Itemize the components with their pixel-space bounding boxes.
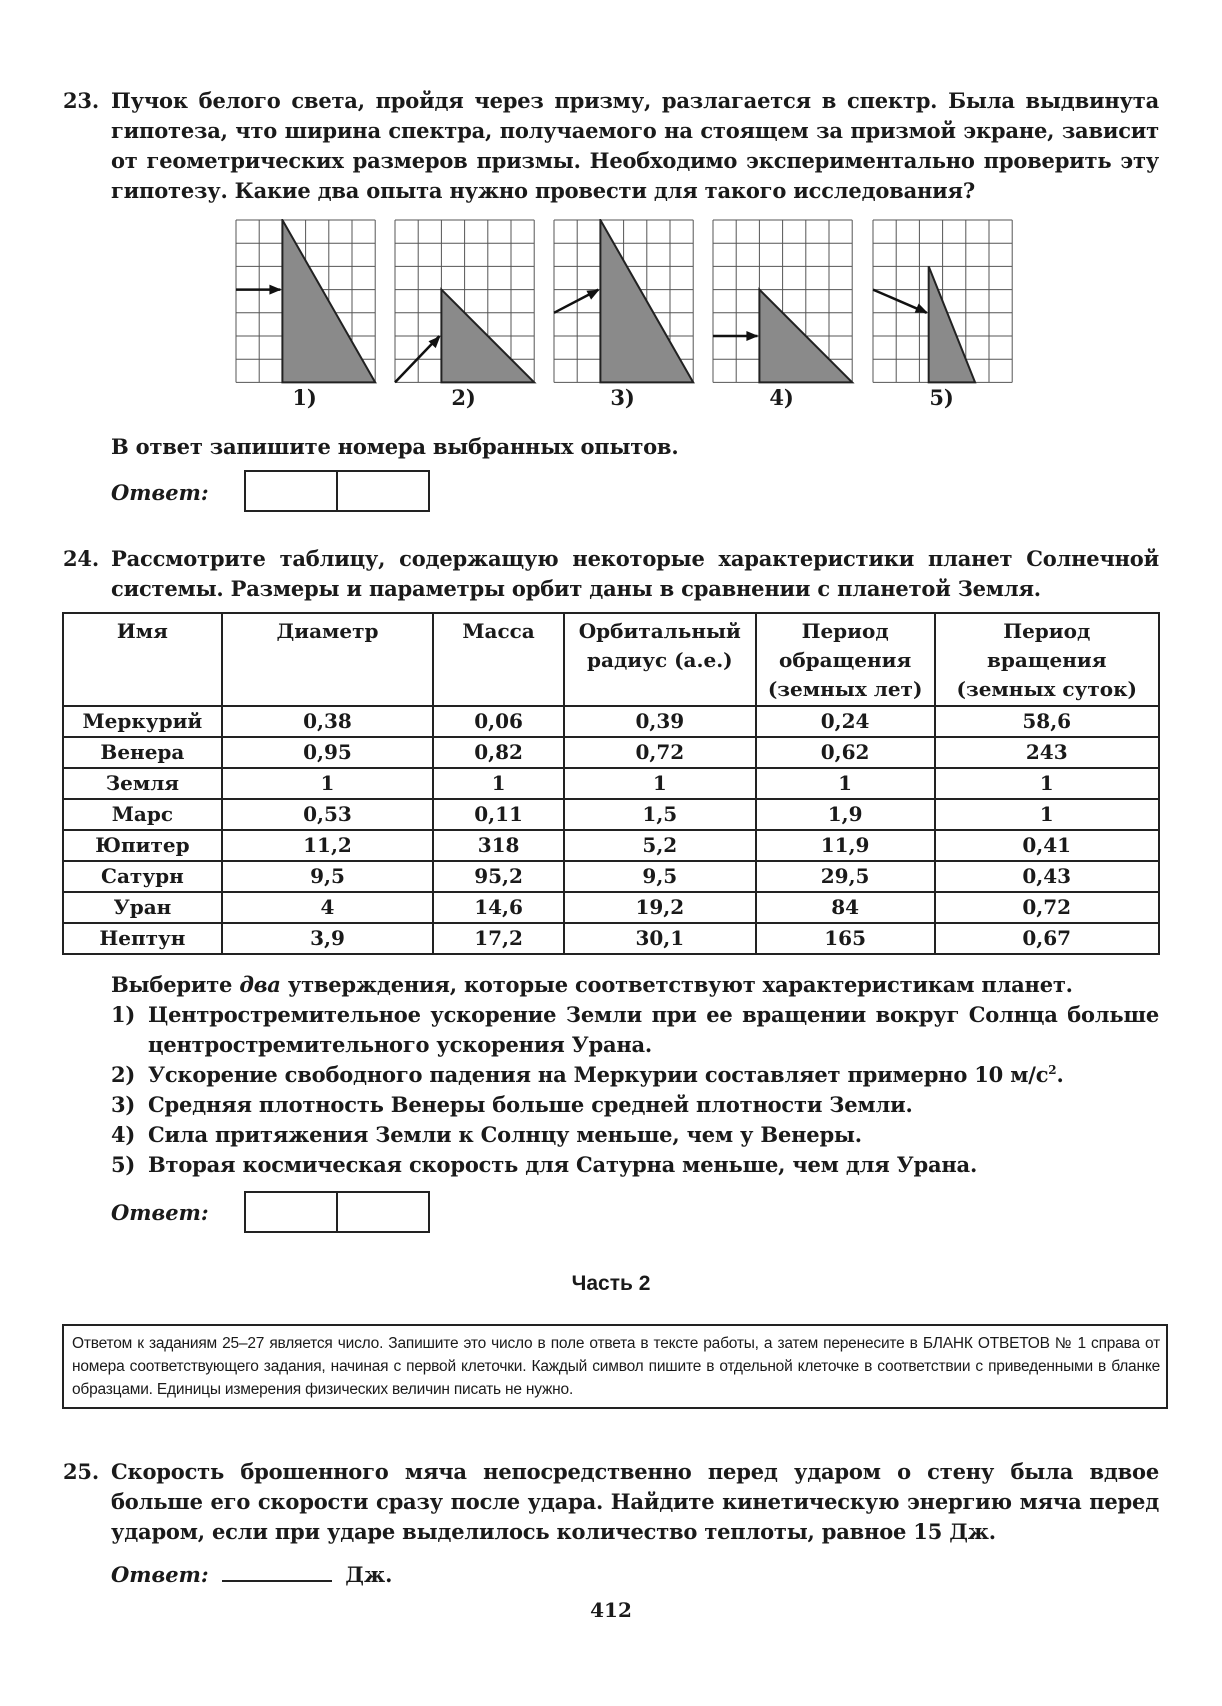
table-cell: 0,11	[433, 799, 564, 830]
answer-cell[interactable]	[338, 472, 428, 510]
table-cell: 0,43	[935, 861, 1160, 892]
planet-name-cell: Земля	[63, 768, 222, 799]
figure-label: 1)	[292, 385, 317, 410]
table-row	[63, 923, 1159, 954]
answer-cell[interactable]	[338, 1193, 428, 1231]
table-cell: 11,2	[222, 830, 433, 861]
table-cell: 1	[564, 768, 756, 799]
table-cell: 165	[756, 923, 935, 954]
table-header-cell	[433, 613, 564, 706]
prompt-after: утверждения, которые соответствуют характеристикам планет.	[280, 972, 1073, 997]
option-text	[148, 1150, 1159, 1180]
header-line: Орбитальный	[578, 619, 741, 643]
q23-answer-label: Ответ:	[111, 480, 209, 505]
table-row	[63, 892, 1159, 923]
q23-instruction: В ответ запишите номера выбранных опытов.	[111, 434, 679, 459]
prism-grid-figure	[235, 219, 378, 385]
table-cell: 1	[935, 768, 1160, 799]
option-number: 3)	[111, 1092, 136, 1117]
part-2-instructions: Ответом к заданиям 25–27 является число. Запишите это число в поле ответа в тексте работы, а затем перенесите в БЛАНК ОТВЕТОВ № 1 справа от номера соответствующего задания, начиная с первой клеточки. Каждый символ пишите в отдельной клеточке в соответствии с приведенными в бланке образцами. Единицы измерения физических величин писать не нужно.	[62, 1324, 1168, 1409]
option-number: 4)	[111, 1122, 136, 1147]
option-text-main: Средняя плотность Венеры больше средней плотности Земли.	[148, 1092, 913, 1117]
table-cell: 5,2	[564, 830, 756, 861]
q24-answer-label: Ответ:	[111, 1200, 209, 1225]
arrow-head-icon	[915, 303, 928, 312]
option-text-main: Ускорение свободного падения на Меркурии составляет примерно 10 м/с	[148, 1062, 1049, 1087]
table-cell: 84	[756, 892, 935, 923]
table-cell: 0,53	[222, 799, 433, 830]
table-row	[63, 706, 1159, 737]
figure-label: 3)	[610, 385, 635, 410]
table-row	[63, 799, 1159, 830]
option-number: 5)	[111, 1152, 136, 1177]
table-header-cell	[222, 613, 433, 706]
q24-options	[111, 1000, 1159, 1180]
table-cell: 9,5	[222, 861, 433, 892]
option-text-main: Вторая космическая скорость для Сатурна меньше, чем для Урана.	[148, 1152, 978, 1177]
table-cell: 3,9	[222, 923, 433, 954]
table-cell: 0,62	[756, 737, 935, 768]
header-line: обращения	[779, 648, 912, 672]
q25-answer-line	[111, 1560, 392, 1587]
table-header-cell	[63, 613, 222, 706]
table-cell: 0,72	[935, 892, 1160, 923]
header-line: (земных суток)	[956, 677, 1138, 701]
table-cell: 1	[935, 799, 1160, 830]
table-cell: 0,24	[756, 706, 935, 737]
planet-name-cell: Нептун	[63, 923, 222, 954]
table-row	[63, 861, 1159, 892]
option-item	[111, 1120, 1159, 1150]
table-header-cell	[935, 613, 1160, 706]
table-cell: 29,5	[756, 861, 935, 892]
superscript: 2	[1048, 1063, 1057, 1077]
header-line: Период	[801, 619, 889, 643]
header-line: (земных лет)	[767, 677, 923, 701]
table-cell: 0,41	[935, 830, 1160, 861]
header-line: вращения	[987, 648, 1107, 672]
figure-label: 5)	[929, 385, 954, 410]
planet-name-cell: Венера	[63, 737, 222, 768]
page-number: 412	[590, 1598, 632, 1622]
option-text-main: Сила притяжения Земли к Солнцу меньше, чем у Венеры.	[148, 1122, 862, 1147]
option-text	[148, 1000, 1159, 1060]
prism-triangle	[929, 266, 975, 382]
option-item	[111, 1090, 1159, 1120]
table-cell: 0,39	[564, 706, 756, 737]
option-number: 1)	[111, 1002, 136, 1027]
q25-answer-blank[interactable]	[222, 1560, 332, 1582]
planet-name-cell: Меркурий	[63, 706, 222, 737]
q24-answer-box[interactable]	[244, 1191, 430, 1233]
table-cell: 243	[935, 737, 1160, 768]
table-cell: 318	[433, 830, 564, 861]
planets-table	[62, 612, 1160, 955]
table-row	[63, 830, 1159, 861]
header-line: радиус (а.е.)	[587, 648, 733, 672]
option-item	[111, 1150, 1159, 1180]
question-23-number: 23.	[63, 88, 99, 113]
table-cell: 0,72	[564, 737, 756, 768]
option-text	[148, 1090, 1159, 1120]
question-25-text: Скорость брошенного мяча непосредственно перед ударом о стену была вдвое больше его скорости сразу после удара. Найдите кинетическую энергию мяча перед ударом, если при ударе выделилось количество теплоты, равное 15 Дж.	[111, 1459, 1159, 1544]
prism-grid-figure	[712, 219, 855, 385]
table-cell: 1	[433, 768, 564, 799]
planet-name-cell: Марс	[63, 799, 222, 830]
arrow-head-icon	[269, 285, 281, 295]
planet-name-cell: Уран	[63, 892, 222, 923]
table-cell: 1,9	[756, 799, 935, 830]
question-24-number: 24.	[63, 546, 99, 571]
planet-name-cell: Юпитер	[63, 830, 222, 861]
table-body	[63, 706, 1159, 954]
option-text-main: Центростремительное ускорение Земли при ее вращении вокруг Солнца больше центростремительного ускорения Урана.	[148, 1002, 1159, 1057]
prompt-before: Выберите	[111, 972, 240, 997]
table-header-cell	[756, 613, 935, 706]
q23-answer-box[interactable]	[244, 470, 430, 512]
header-line: Период	[1003, 619, 1091, 643]
prism-grid-figure	[872, 219, 1015, 385]
option-text-tail: .	[1056, 1062, 1064, 1087]
header-line: Диаметр	[276, 619, 379, 643]
header-line: Масса	[462, 619, 535, 643]
q25-answer-label: Ответ:	[111, 1562, 209, 1587]
table-cell: 4	[222, 892, 433, 923]
table-cell: 1	[756, 768, 935, 799]
question-25-number: 25.	[63, 1459, 99, 1484]
question-24-text: Рассмотрите таблицу, содержащую некоторые характеристики планет Солнечной системы. Размеры и параметры орбит даны в сравнении с планетой Земля.	[111, 546, 1159, 601]
table-cell: 0,67	[935, 923, 1160, 954]
table-cell: 9,5	[564, 861, 756, 892]
q25-answer-unit: Дж.	[345, 1562, 393, 1587]
option-text	[148, 1120, 1159, 1150]
prism-grid-figure	[394, 219, 537, 385]
answer-cell[interactable]	[246, 472, 338, 510]
table-cell: 95,2	[433, 861, 564, 892]
table-cell: 1,5	[564, 799, 756, 830]
table-cell: 14,6	[433, 892, 564, 923]
option-text	[148, 1060, 1159, 1090]
table-cell: 0,82	[433, 737, 564, 768]
prism-grid-figure	[553, 219, 696, 385]
table-cell: 30,1	[564, 923, 756, 954]
table-cell: 58,6	[935, 706, 1160, 737]
arrow-head-icon	[746, 331, 758, 341]
table-cell: 11,9	[756, 830, 935, 861]
table-row	[63, 737, 1159, 768]
table-cell: 17,2	[433, 923, 564, 954]
table-header-row	[63, 613, 1159, 706]
option-item	[111, 1060, 1159, 1090]
option-item	[111, 1000, 1159, 1060]
q24-prompt	[111, 970, 1073, 1000]
part-2-title: Часть 2	[571, 1272, 651, 1295]
planet-name-cell: Сатурн	[63, 861, 222, 892]
table-cell: 19,2	[564, 892, 756, 923]
answer-cell[interactable]	[246, 1193, 338, 1231]
table-cell: 0,95	[222, 737, 433, 768]
table-cell: 0,38	[222, 706, 433, 737]
option-number: 2)	[111, 1062, 136, 1087]
table-header-cell	[564, 613, 756, 706]
table-cell: 0,06	[433, 706, 564, 737]
figure-label: 2)	[451, 385, 476, 410]
table-row	[63, 768, 1159, 799]
table-cell: 1	[222, 768, 433, 799]
prompt-emphasis: два	[239, 972, 281, 997]
header-line: Имя	[116, 619, 168, 643]
question-23-text: Пучок белого света, пройдя через призму, разлагается в спектр. Была выдвинута гипотеза, что ширина спектра, получаемого на стоящем за призмой экране, зависит от геометрических размеров призмы. Необходимо экспериментально проверить эту гипотезу. Какие два опыта нужно провести для такого исследования?	[111, 88, 1159, 203]
figure-label: 4)	[769, 385, 794, 410]
